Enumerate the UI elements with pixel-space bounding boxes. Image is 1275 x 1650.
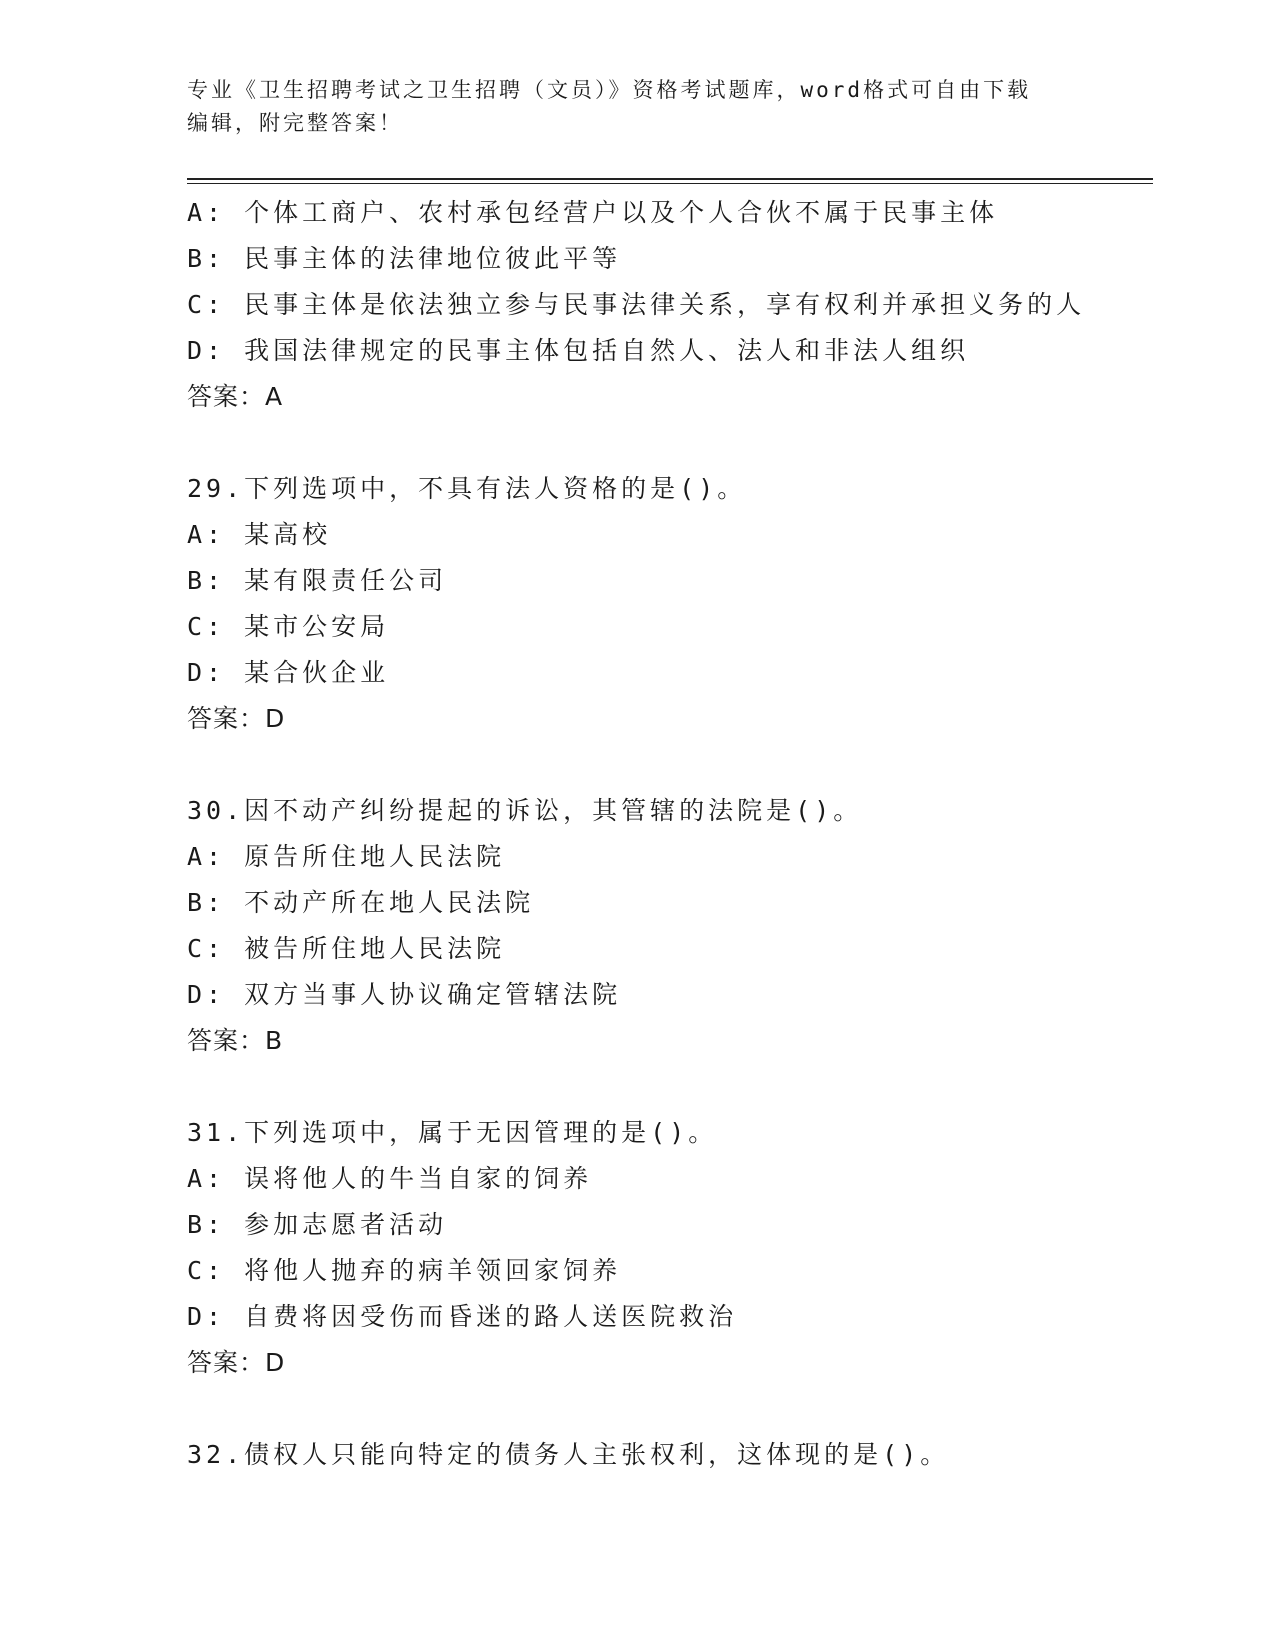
question-29-answer: 答案：D (187, 704, 286, 733)
question-31 (187, 1110, 1147, 1386)
question-29-option-c: C: 某市公安局 (187, 612, 390, 641)
question-30-option-d: D: 双方当事人协议确定管辖法院 (187, 980, 622, 1009)
question-29-title: 29.下列选项中，不具有法人资格的是()。 (187, 474, 747, 503)
question-29-option-a: A: 某高校 (187, 520, 332, 549)
header-divider-thin (187, 183, 1153, 184)
question-28-option-c: C: 民事主体是依法独立参与民事法律关系，享有权利并承担义务的人 (187, 290, 1086, 319)
question-31-answer: 答案：D (187, 1348, 286, 1377)
question-31-title: 31.下列选项中，属于无因管理的是()。 (187, 1118, 718, 1147)
question-30-answer: 答案：B (187, 1026, 284, 1055)
question-30 (187, 788, 1147, 1064)
question-28-option-b: B: 民事主体的法律地位彼此平等 (187, 244, 622, 273)
question-28-answer: 答案：A (187, 382, 284, 411)
question-list (187, 190, 1147, 1478)
question-32-title: 32.债权人只能向特定的债务人主张权利，这体现的是()。 (187, 1440, 950, 1469)
question-30-option-b: B: 不动产所在地人民法院 (187, 888, 535, 917)
question-31-option-a: A: 误将他人的牛当自家的饲养 (187, 1164, 593, 1193)
header-divider-thick (187, 178, 1153, 180)
question-31-option-d: D: 自费将因受伤而昏迷的路人送医院救治 (187, 1302, 738, 1331)
question-30-option-c: C: 被告所住地人民法院 (187, 934, 506, 963)
header-line-2: 编辑，附完整答案！ (187, 111, 403, 135)
question-29-option-b: B: 某有限责任公司 (187, 566, 448, 595)
question-31-option-c: C: 将他人抛弃的病羊领回家饲养 (187, 1256, 622, 1285)
question-30-option-a: A: 原告所住地人民法院 (187, 842, 506, 871)
question-29 (187, 466, 1147, 742)
header-line-1: 专业《卫生招聘考试之卫生招聘（文员）》资格考试题库，word格式可自由下载 (187, 78, 1032, 102)
question-31-option-b: B: 参加志愿者活动 (187, 1210, 448, 1239)
document-header (187, 74, 1087, 140)
question-32 (187, 1432, 1147, 1478)
question-28 (187, 190, 1147, 420)
question-30-title: 30.因不动产纠纷提起的诉讼，其管辖的法院是()。 (187, 796, 863, 825)
question-29-option-d: D: 某合伙企业 (187, 658, 390, 687)
question-28-option-d: D: 我国法律规定的民事主体包括自然人、法人和非法人组织 (187, 336, 970, 365)
question-28-option-a: A: 个体工商户、农村承包经营户以及个人合伙不属于民事主体 (187, 198, 999, 227)
